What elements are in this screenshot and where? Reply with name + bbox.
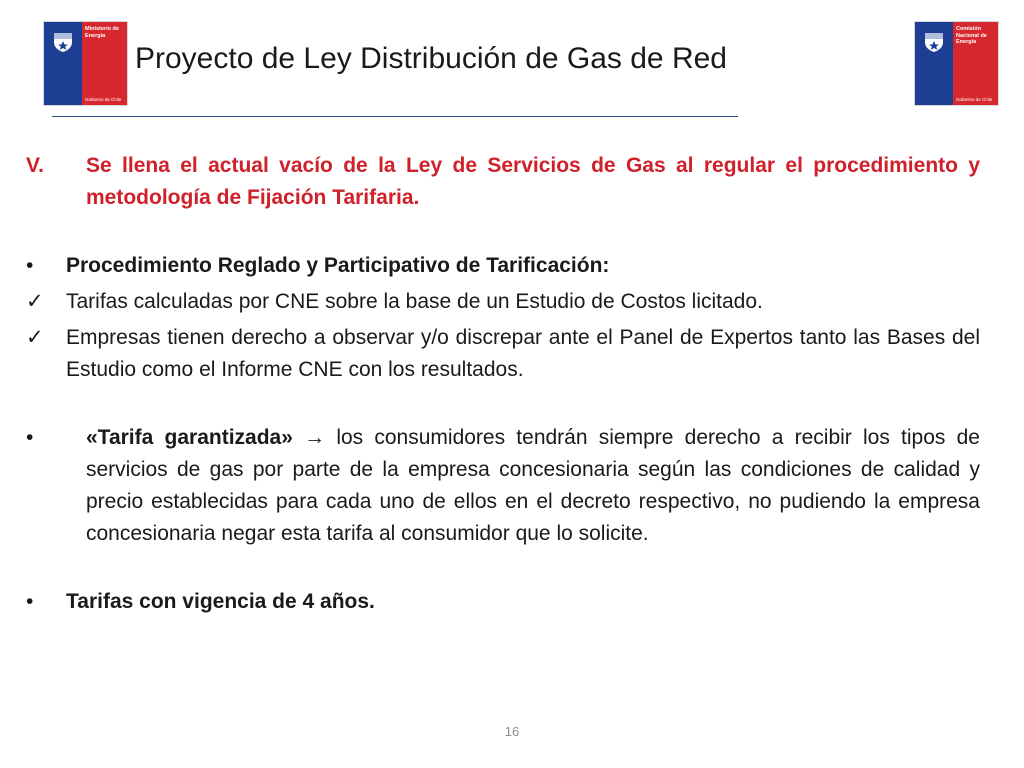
logo-blue-band [44,22,82,105]
bullet-item [26,586,980,618]
check-item [26,286,980,318]
tarifa-garantizada-term: «Tarifa garantizada» [86,426,293,449]
logo-blue-band [915,22,953,105]
check-text: Empresas tienen derecho a observar y/o discrepar ante el Panel de Expertos tanto las Bases del Estudio como el Informe CNE con los resultados. [66,326,980,381]
section-marker: V. [26,154,44,177]
bullet-text [86,422,980,550]
bullet-item [26,422,980,550]
check-item [26,322,980,386]
title-underline [52,116,738,117]
logo-government-label: Gobierno de Chile [956,97,993,102]
check-text: Tarifas calculadas por CNE sobre la base de un Estudio de Costos licitado. [66,290,763,313]
bullet-text: Tarifas con vigencia de 4 años. [66,590,375,613]
coat-of-arms-icon [52,29,74,53]
checkmark-icon: ✓ [26,326,44,349]
section-text: Se llena el actual vacío de la Ley de Servicios de Gas al regular el procedimiento y metodología de Fijación Tarifaria. [86,154,980,209]
page-number: 16 [504,724,520,739]
bullet-text: Procedimiento Reglado y Participativo de Tarificación: [66,254,610,277]
bullet-item [26,250,980,282]
logo-government-label: Gobierno de Chile [85,97,122,102]
checkmark-icon: ✓ [26,290,44,313]
logo-red-band [953,22,998,105]
logo-institution-name: Ministerio de Energía [85,26,119,39]
bullet-icon: • [26,426,34,449]
bullet-icon: • [26,590,34,613]
bullet-icon: • [26,254,34,277]
logo-red-band [82,22,127,105]
section-heading [26,150,980,214]
logo-institution-name: Comisión Nacional de Energía [956,26,987,45]
tarifa-garantizada-description: → los consumidores tendrán siempre derecho a recibir los tipos de servicios de gas por parte de la empresa concesionaria según las condiciones de calidad y precio establecidas para cada uno de ellos en el decreto respectivo, no pudiendo la empresa concesionaria negar esta tarifa al consumidor que lo solicite. [86,426,980,545]
coat-of-arms-icon [923,29,945,53]
slide-body [26,150,980,618]
slide-title: Proyecto de Ley Distribución de Gas de Red [135,42,727,75]
ministry-logo [44,22,127,105]
commission-logo [915,22,998,105]
